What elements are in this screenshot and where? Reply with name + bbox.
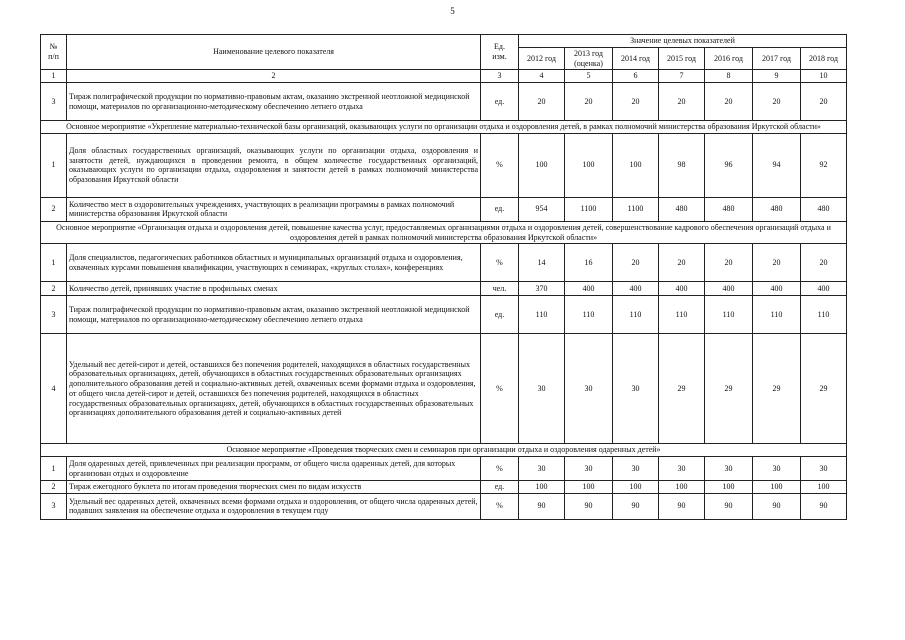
value-cell: 20: [705, 83, 753, 121]
value-cell: 30: [705, 457, 753, 481]
value-cell: 29: [801, 334, 847, 444]
value-cell: 100: [801, 481, 847, 494]
unit: %: [481, 457, 519, 481]
value-cell: 100: [519, 133, 565, 197]
column-number: 9: [753, 70, 801, 83]
value-cell: 400: [705, 282, 753, 296]
value-cell: 100: [565, 481, 613, 494]
indicator-row: [41, 133, 847, 197]
indicator-row: [41, 493, 847, 519]
header-year: 2013 год (оценка): [565, 47, 613, 70]
value-cell: 110: [753, 296, 801, 334]
indicator-name: Тираж полиграфической продукции по нормативно-правовым актам, оказанию экстренной неотложной медицинской помощи, материалов по организационно-методическому обеспечению летнего отдыха: [67, 296, 481, 334]
value-cell: 480: [705, 197, 753, 221]
unit: ед.: [481, 481, 519, 494]
value-cell: 110: [613, 296, 659, 334]
header-year: 2012 год: [519, 47, 565, 70]
indicator-row: [41, 244, 847, 282]
header-name: Наименование целевого показателя: [67, 35, 481, 70]
value-cell: 100: [659, 481, 705, 494]
value-cell: 90: [801, 493, 847, 519]
unit: ед.: [481, 296, 519, 334]
value-cell: 100: [565, 133, 613, 197]
header-unit: Ед. изм.: [481, 35, 519, 70]
value-cell: 29: [659, 334, 705, 444]
value-cell: 1100: [613, 197, 659, 221]
row-number: 3: [41, 83, 67, 121]
value-cell: 29: [753, 334, 801, 444]
section-title: Основное мероприятие «Проведения творческих смен и семинаров при организации отдыха и оздоровления одаренных детей»: [41, 444, 847, 457]
row-number: 1: [41, 133, 67, 197]
page-number: 5: [450, 6, 455, 16]
value-cell: 20: [705, 244, 753, 282]
indicator-name: Доля одаренных детей, привлеченных при реализации программ, от общего числа одаренных детей, для которых организован отдых и оздоровление: [67, 457, 481, 481]
section-row: [41, 121, 847, 134]
column-number: 4: [519, 70, 565, 83]
value-cell: 94: [753, 133, 801, 197]
value-cell: 400: [565, 282, 613, 296]
header-year: 2014 год: [613, 47, 659, 70]
value-cell: 100: [753, 481, 801, 494]
value-cell: 110: [519, 296, 565, 334]
indicator-name: Доля специалистов, педагогических работников областных и муниципальных организаций отдыха и оздоровления, охваченных курсами повышения квалификации, участвующих в семинарах, «круглых столах», конференциях: [67, 244, 481, 282]
value-cell: 30: [519, 334, 565, 444]
value-cell: 954: [519, 197, 565, 221]
indicator-name: Количество детей, принявших участие в профильных сменах: [67, 282, 481, 296]
column-number: 2: [67, 70, 481, 83]
value-cell: 100: [705, 481, 753, 494]
column-number: 1: [41, 70, 67, 83]
value-cell: 20: [753, 83, 801, 121]
unit: %: [481, 244, 519, 282]
indicator-row: [41, 282, 847, 296]
value-cell: 100: [613, 133, 659, 197]
row-number: 2: [41, 197, 67, 221]
value-cell: 30: [613, 457, 659, 481]
value-cell: 16: [565, 244, 613, 282]
indicator-row: [41, 334, 847, 444]
value-cell: 90: [705, 493, 753, 519]
header-year: 2015 год: [659, 47, 705, 70]
value-cell: 110: [659, 296, 705, 334]
value-cell: 100: [613, 481, 659, 494]
value-cell: 20: [801, 244, 847, 282]
header-num: № п/п: [41, 35, 67, 70]
value-cell: 14: [519, 244, 565, 282]
indicator-name: Удельный вес одаренных детей, охваченных всеми формами отдыха и оздоровления, от общего числа одаренных детей, подавших заявления на обеспечение отдыха и оздоровления в текущем году: [67, 493, 481, 519]
column-number: 10: [801, 70, 847, 83]
value-cell: 110: [565, 296, 613, 334]
indicator-row: [41, 457, 847, 481]
unit: ед.: [481, 197, 519, 221]
section-title: Основное мероприятие «Укрепление материально-технической базы организаций, оказывающих услуги по организации отдыха и оздоровления детей, в рамках полномочий министерства образования Иркутской области»: [41, 121, 847, 134]
header-values-group: Значение целевых показателей: [519, 35, 847, 48]
header-year: 2018 год: [801, 47, 847, 70]
header-year: 2016 год: [705, 47, 753, 70]
value-cell: 30: [753, 457, 801, 481]
value-cell: 29: [705, 334, 753, 444]
value-cell: 20: [753, 244, 801, 282]
row-number: 2: [41, 282, 67, 296]
header-row-1: [41, 35, 847, 48]
row-number: 4: [41, 334, 67, 444]
column-number: 8: [705, 70, 753, 83]
unit: чел.: [481, 282, 519, 296]
value-cell: 400: [613, 282, 659, 296]
column-number: 5: [565, 70, 613, 83]
indicator-name: Количество мест в оздоровительных учреждениях, участвующих в реализации программы в рамках полномочий министерства образования Иркутской области: [67, 197, 481, 221]
indicator-row: [41, 197, 847, 221]
header-year: 2017 год: [753, 47, 801, 70]
indicator-row: [41, 296, 847, 334]
value-cell: 20: [613, 83, 659, 121]
value-cell: 30: [519, 457, 565, 481]
value-cell: 30: [801, 457, 847, 481]
value-cell: 90: [565, 493, 613, 519]
column-number: 3: [481, 70, 519, 83]
value-cell: 30: [565, 457, 613, 481]
row-number: 3: [41, 296, 67, 334]
value-cell: 100: [519, 481, 565, 494]
column-number: 7: [659, 70, 705, 83]
value-cell: 1100: [565, 197, 613, 221]
value-cell: 20: [659, 244, 705, 282]
value-cell: 20: [801, 83, 847, 121]
indicator-row: [41, 481, 847, 494]
row-number: 3: [41, 493, 67, 519]
value-cell: 98: [659, 133, 705, 197]
value-cell: 20: [659, 83, 705, 121]
row-number: 2: [41, 481, 67, 494]
target-indicators-table: [40, 34, 847, 520]
unit: %: [481, 334, 519, 444]
row-number: 1: [41, 457, 67, 481]
value-cell: 30: [613, 334, 659, 444]
column-numbers-row: [41, 70, 847, 83]
value-cell: 20: [613, 244, 659, 282]
column-number: 6: [613, 70, 659, 83]
section-title: Основное мероприятие «Организация отдыха и оздоровления детей, повышение качества услуг, предоставляемых организациями отдыха и оздоровления детей, совершенствование кадрового обеспечения организаций отдыха и оздоровления детей в рамках полномочий министерства образования Иркутской области»: [41, 221, 847, 244]
value-cell: 480: [801, 197, 847, 221]
value-cell: 400: [753, 282, 801, 296]
indicator-name: Доля областных государственных организаций, оказывающих услуги по организации отдыха, оздоровления и занятости детей, нуждающихся в проведении ремонта, в общем количестве государственных организаций, оказывающих услуги по организации отдыха, оздоровления и занятости детей в рамках полномочий министерства образования Иркутской области: [67, 133, 481, 197]
value-cell: 90: [753, 493, 801, 519]
value-cell: 90: [613, 493, 659, 519]
unit: ед.: [481, 83, 519, 121]
value-cell: 20: [519, 83, 565, 121]
value-cell: 20: [565, 83, 613, 121]
unit: %: [481, 133, 519, 197]
value-cell: 90: [519, 493, 565, 519]
value-cell: 90: [659, 493, 705, 519]
value-cell: 400: [659, 282, 705, 296]
value-cell: 370: [519, 282, 565, 296]
indicator-row: [41, 83, 847, 121]
unit: %: [481, 493, 519, 519]
indicator-name: Тираж ежегодного буклета по итогам проведения творческих смен по видам искусств: [67, 481, 481, 494]
value-cell: 480: [753, 197, 801, 221]
row-number: 1: [41, 244, 67, 282]
value-cell: 92: [801, 133, 847, 197]
value-cell: 96: [705, 133, 753, 197]
value-cell: 400: [801, 282, 847, 296]
value-cell: 480: [659, 197, 705, 221]
indicator-name: Удельный вес детей-сирот и детей, оставшихся без попечения родителей, находящихся в областных государственных образовательных организациях, детей, обучающихся в областных государственных образовательных организациях дополнительного образования детей и социально-активных детей, охваченных всеми формами отдыха и оздоровления, от общего числа детей-сирот и детей, оставшихся без попечения родителей, находящихся в областных государственных образовательных организациях, детей, обучающихся в областных государственных образовательных организациях дополнительного образования детей и социально-активных детей: [67, 334, 481, 444]
value-cell: 110: [705, 296, 753, 334]
section-row: [41, 221, 847, 244]
indicator-name: Тираж полиграфической продукции по нормативно-правовым актам, оказанию экстренной неотложной медицинской помощи, материалов по организационно-методическому обеспечению летнего отдыха: [67, 83, 481, 121]
value-cell: 30: [659, 457, 705, 481]
value-cell: 110: [801, 296, 847, 334]
value-cell: 30: [565, 334, 613, 444]
section-row: [41, 444, 847, 457]
